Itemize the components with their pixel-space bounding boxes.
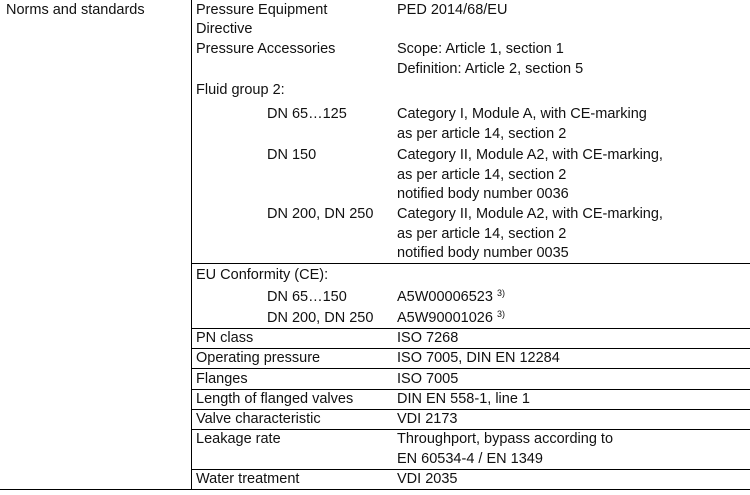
fluid-value: Category I, Module A, with CE-marking: [397, 106, 647, 122]
ped-value: PED 2014/68/EU: [397, 2, 508, 18]
eu-value: [397, 287, 505, 307]
eu-code: A5W00006523: [397, 289, 493, 305]
fluid-value: as per article 14, section 2: [397, 167, 567, 183]
eu-code: A5W90001026: [397, 310, 493, 326]
fluid-value: as per article 14, section 2: [397, 226, 567, 242]
row-value: Throughport, bypass according to: [397, 431, 614, 447]
row-divider: [191, 368, 750, 369]
eu-value: [397, 308, 505, 328]
row-label: PN class: [196, 330, 254, 346]
row-label: Operating pressure: [196, 350, 321, 366]
accessories-value-1: Scope: Article 1, section 1: [397, 41, 564, 57]
row-divider: [191, 263, 750, 264]
ped-label-1: Pressure Equipment: [196, 2, 328, 18]
accessories-label: Pressure Accessories: [196, 41, 336, 57]
row-divider: [191, 328, 750, 329]
fluid-value: Category II, Module A2, with CE-marking,: [397, 206, 663, 222]
row-value: DIN EN 558-1, line 1: [397, 391, 530, 407]
eu-dn: DN 200, DN 250: [267, 310, 374, 326]
eu-dn: DN 65…150: [267, 289, 347, 305]
accessories-value-2: Definition: Article 2, section 5: [397, 61, 584, 77]
section-label: Norms and standards: [6, 2, 145, 18]
row-label: Leakage rate: [196, 431, 281, 447]
column-divider: [191, 0, 192, 489]
fluid-dn: DN 150: [267, 147, 317, 163]
row-value: VDI 2173: [397, 411, 458, 427]
fluid-group-label: Fluid group 2:: [196, 82, 285, 98]
fluid-value: notified body number 0036: [397, 186, 569, 202]
row-label: Flanges: [196, 371, 248, 387]
row-label: Valve characteristic: [196, 411, 321, 427]
table-bottom-border: [0, 489, 750, 490]
fluid-value: as per article 14, section 2: [397, 126, 567, 142]
row-label: Water treatment: [196, 471, 300, 487]
fluid-value: notified body number 0035: [397, 245, 569, 261]
footnote-ref: 3): [496, 288, 505, 298]
fluid-dn: DN 65…125: [267, 106, 347, 122]
ped-label-2: Directive: [196, 21, 253, 37]
fluid-dn: DN 200, DN 250: [267, 206, 374, 222]
footnote-ref: 3): [496, 309, 505, 319]
row-value: ISO 7005: [397, 371, 459, 387]
row-value: EN 60534-4 / EN 1349: [397, 451, 543, 467]
row-value: VDI 2035: [397, 471, 458, 487]
row-value: ISO 7268: [397, 330, 459, 346]
row-value: ISO 7005, DIN EN 12284: [397, 350, 560, 366]
eu-label: EU Conformity (CE):: [196, 267, 329, 283]
row-label: Length of flanged valves: [196, 391, 354, 407]
fluid-value: Category II, Module A2, with CE-marking,: [397, 147, 663, 163]
